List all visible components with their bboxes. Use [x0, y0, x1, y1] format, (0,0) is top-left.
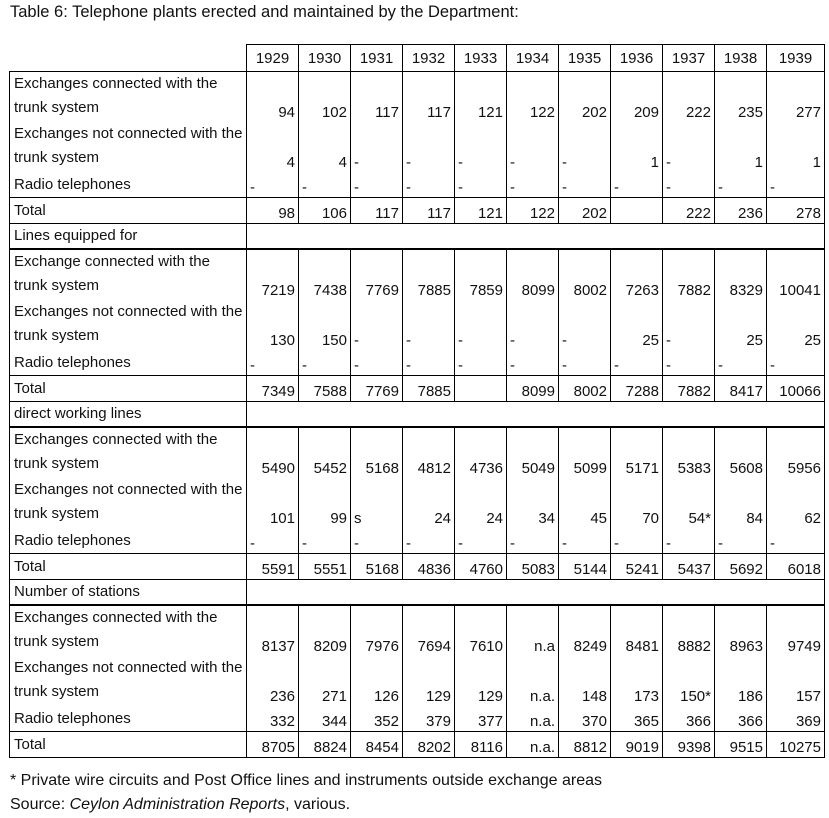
value-cell-1936: 7288: [611, 376, 663, 402]
value-cell-1929: 98: [247, 198, 299, 224]
value-cell-1929: 130: [247, 300, 299, 350]
year-header-1934: 1934: [507, 45, 559, 72]
value-cell-1933: 377: [455, 706, 507, 732]
value-cell-1935: 8002: [559, 376, 611, 402]
value-cell-1935: 148: [559, 656, 611, 706]
section-heading: Lines equipped for: [10, 224, 247, 250]
value-cell-1939: -: [767, 528, 825, 554]
table-row: [10, 605, 825, 656]
value-cell-1939: 10066: [767, 376, 825, 402]
row-label: Radio telephones: [10, 528, 247, 554]
table-source: [10, 796, 350, 814]
value-cell-1933: 4760: [455, 554, 507, 580]
value-cell-1936: 25: [611, 300, 663, 350]
value-cell-1934: 5049: [507, 427, 559, 478]
value-cell-1933: -: [455, 350, 507, 376]
value-cell-1929: 7349: [247, 376, 299, 402]
value-cell-1935: 8812: [559, 732, 611, 758]
value-cell-1932: 4812: [403, 427, 455, 478]
value-cell-1932: 7885: [403, 249, 455, 300]
value-cell-1937: -: [663, 172, 715, 198]
value-cell-1937: 7882: [663, 249, 715, 300]
value-cell-1935: -: [559, 122, 611, 172]
section-heading-row: [10, 224, 825, 250]
row-label: Exchanges connected with the trunk system: [10, 605, 247, 656]
value-cell-1939: 369: [767, 706, 825, 732]
value-cell-1932: 129: [403, 656, 455, 706]
value-cell-1930: 271: [299, 656, 351, 706]
table-row: [10, 122, 825, 172]
value-cell-1929: 5490: [247, 427, 299, 478]
value-cell-1933: 4736: [455, 427, 507, 478]
value-cell-1930: 4: [299, 122, 351, 172]
value-cell-1937: -: [663, 350, 715, 376]
section-heading-fill: [247, 402, 825, 428]
value-cell-1931: -: [351, 172, 403, 198]
value-cell-1932: 24: [403, 478, 455, 528]
table-row: [10, 427, 825, 478]
value-cell-1936: 7263: [611, 249, 663, 300]
row-label: Exchanges not connected with the trunk system: [10, 478, 247, 528]
header-blank-cell: [10, 45, 247, 72]
value-cell-1937: 366: [663, 706, 715, 732]
value-cell-1930: 7588: [299, 376, 351, 402]
value-cell-1935: -: [559, 528, 611, 554]
table-row: [10, 300, 825, 350]
value-cell-1930: 102: [299, 72, 351, 123]
year-header-1930: 1930: [299, 45, 351, 72]
value-cell-1932: 117: [403, 198, 455, 224]
value-cell-1939: 62: [767, 478, 825, 528]
value-cell-1930: 99: [299, 478, 351, 528]
value-cell-1936: 209: [611, 72, 663, 123]
value-cell-1933: 8116: [455, 732, 507, 758]
value-cell-1938: -: [715, 172, 767, 198]
value-cell-1938: 84: [715, 478, 767, 528]
value-cell-1939: 1: [767, 122, 825, 172]
value-cell-1936: 5241: [611, 554, 663, 580]
value-cell-1932: -: [403, 300, 455, 350]
value-cell-1933: -: [455, 122, 507, 172]
year-header-1937: 1937: [663, 45, 715, 72]
value-cell-1930: 8824: [299, 732, 351, 758]
value-cell-1930: 150: [299, 300, 351, 350]
value-cell-1931: 126: [351, 656, 403, 706]
value-cell-1937: 8882: [663, 605, 715, 656]
row-label: Exchange connected with the trunk system: [10, 249, 247, 300]
value-cell-1937: 54*: [663, 478, 715, 528]
value-cell-1931: 8454: [351, 732, 403, 758]
value-cell-1934: -: [507, 528, 559, 554]
value-cell-1936: 5171: [611, 427, 663, 478]
value-cell-1934: n.a.: [507, 706, 559, 732]
value-cell-1931: 5168: [351, 554, 403, 580]
value-cell-1932: -: [403, 528, 455, 554]
value-cell-1935: 5144: [559, 554, 611, 580]
value-cell-1935: 202: [559, 198, 611, 224]
value-cell-1929: -: [247, 172, 299, 198]
value-cell-1934: n.a: [507, 605, 559, 656]
value-cell-1933: 24: [455, 478, 507, 528]
value-cell-1936: 8481: [611, 605, 663, 656]
value-cell-1932: 117: [403, 72, 455, 123]
value-cell-1939: 277: [767, 72, 825, 123]
value-cell-1933: 121: [455, 198, 507, 224]
value-cell-1929: -: [247, 528, 299, 554]
row-label: Total: [10, 554, 247, 580]
value-cell-1937: 7882: [663, 376, 715, 402]
year-header-1936: 1936: [611, 45, 663, 72]
value-cell-1934: -: [507, 350, 559, 376]
value-cell-1929: 332: [247, 706, 299, 732]
value-cell-1936: 1: [611, 122, 663, 172]
value-cell-1935: 8249: [559, 605, 611, 656]
value-cell-1935: 370: [559, 706, 611, 732]
value-cell-1932: 7885: [403, 376, 455, 402]
value-cell-1935: 45: [559, 478, 611, 528]
row-label: Exchanges not connected with the trunk system: [10, 300, 247, 350]
value-cell-1932: -: [403, 350, 455, 376]
value-cell-1937: 5383: [663, 427, 715, 478]
table-row: [10, 376, 825, 402]
value-cell-1931: 7769: [351, 249, 403, 300]
value-cell-1929: -: [247, 350, 299, 376]
value-cell-1938: 9515: [715, 732, 767, 758]
value-cell-1933: 7610: [455, 605, 507, 656]
value-cell-1939: 25: [767, 300, 825, 350]
value-cell-1929: 236: [247, 656, 299, 706]
value-cell-1936: -: [611, 528, 663, 554]
value-cell-1933: -: [455, 528, 507, 554]
table-row: [10, 656, 825, 706]
value-cell-1939: 9749: [767, 605, 825, 656]
value-cell-1935: 202: [559, 72, 611, 123]
value-cell-1935: 8002: [559, 249, 611, 300]
value-cell-1931: -: [351, 350, 403, 376]
value-cell-1938: 1: [715, 122, 767, 172]
value-cell-1931: s: [351, 478, 403, 528]
table-row: [10, 706, 825, 732]
year-header-1933: 1933: [455, 45, 507, 72]
value-cell-1930: -: [299, 172, 351, 198]
value-cell-1932: -: [403, 122, 455, 172]
value-cell-1934: -: [507, 122, 559, 172]
value-cell-1931: 7769: [351, 376, 403, 402]
value-cell-1937: -: [663, 122, 715, 172]
value-cell-1938: 235: [715, 72, 767, 123]
table-row: [10, 478, 825, 528]
source-suffix: , various.: [285, 796, 351, 813]
row-label: Exchanges connected with the trunk system: [10, 72, 247, 123]
value-cell-1939: 157: [767, 656, 825, 706]
value-cell-1936: -: [611, 172, 663, 198]
value-cell-1933: [455, 376, 507, 402]
value-cell-1930: -: [299, 528, 351, 554]
section-heading: Number of stations: [10, 580, 247, 606]
section-heading-fill: [247, 580, 825, 606]
value-cell-1929: 5591: [247, 554, 299, 580]
value-cell-1936: -: [611, 350, 663, 376]
value-cell-1938: 5692: [715, 554, 767, 580]
year-header-1935: 1935: [559, 45, 611, 72]
value-cell-1934: 5083: [507, 554, 559, 580]
value-cell-1938: 8329: [715, 249, 767, 300]
table-row: [10, 554, 825, 580]
row-label: Total: [10, 198, 247, 224]
year-header-1929: 1929: [247, 45, 299, 72]
section-heading-row: [10, 580, 825, 606]
value-cell-1936: 173: [611, 656, 663, 706]
value-cell-1931: 117: [351, 72, 403, 123]
value-cell-1933: 121: [455, 72, 507, 123]
value-cell-1931: 352: [351, 706, 403, 732]
value-cell-1934: -: [507, 172, 559, 198]
value-cell-1930: 344: [299, 706, 351, 732]
table-row: [10, 72, 825, 123]
table-row: [10, 732, 825, 758]
value-cell-1939: 5956: [767, 427, 825, 478]
value-cell-1930: 106: [299, 198, 351, 224]
value-cell-1939: 278: [767, 198, 825, 224]
year-header-row: [10, 45, 825, 72]
year-header-1938: 1938: [715, 45, 767, 72]
table-row: [10, 249, 825, 300]
row-label: Total: [10, 732, 247, 758]
value-cell-1935: -: [559, 300, 611, 350]
value-cell-1938: 236: [715, 198, 767, 224]
value-cell-1933: 7859: [455, 249, 507, 300]
value-cell-1930: 8209: [299, 605, 351, 656]
value-cell-1929: 8705: [247, 732, 299, 758]
value-cell-1934: -: [507, 300, 559, 350]
value-cell-1937: 9398: [663, 732, 715, 758]
value-cell-1930: 5452: [299, 427, 351, 478]
value-cell-1936: 9019: [611, 732, 663, 758]
table-row: [10, 172, 825, 198]
value-cell-1935: 5099: [559, 427, 611, 478]
value-cell-1936: 365: [611, 706, 663, 732]
value-cell-1938: 186: [715, 656, 767, 706]
value-cell-1930: -: [299, 350, 351, 376]
row-label: Radio telephones: [10, 706, 247, 732]
value-cell-1936: 70: [611, 478, 663, 528]
value-cell-1932: 4836: [403, 554, 455, 580]
value-cell-1938: -: [715, 350, 767, 376]
value-cell-1933: -: [455, 172, 507, 198]
table-row: [10, 528, 825, 554]
value-cell-1932: -: [403, 172, 455, 198]
row-label: Exchanges connected with the trunk system: [10, 427, 247, 478]
value-cell-1929: 101: [247, 478, 299, 528]
value-cell-1933: 129: [455, 656, 507, 706]
telephone-plants-table: [9, 44, 825, 758]
value-cell-1930: 7438: [299, 249, 351, 300]
year-header-1939: 1939: [767, 45, 825, 72]
table-row: [10, 198, 825, 224]
value-cell-1931: 5168: [351, 427, 403, 478]
value-cell-1936: [611, 198, 663, 224]
table-footnote: * Private wire circuits and Post Office lines and instruments outside exchange areas: [10, 772, 602, 789]
value-cell-1939: -: [767, 350, 825, 376]
value-cell-1933: -: [455, 300, 507, 350]
value-cell-1929: 7219: [247, 249, 299, 300]
source-title: Ceylon Administration Reports: [69, 796, 286, 813]
value-cell-1938: 8963: [715, 605, 767, 656]
value-cell-1938: 5608: [715, 427, 767, 478]
value-cell-1937: 150*: [663, 656, 715, 706]
section-heading-fill: [247, 224, 825, 250]
value-cell-1931: 117: [351, 198, 403, 224]
value-cell-1934: n.a.: [507, 732, 559, 758]
value-cell-1937: 222: [663, 198, 715, 224]
value-cell-1938: 366: [715, 706, 767, 732]
value-cell-1934: 122: [507, 72, 559, 123]
row-label: Radio telephones: [10, 350, 247, 376]
value-cell-1929: 4: [247, 122, 299, 172]
row-label: Exchanges not connected with the trunk system: [10, 656, 247, 706]
table-row: [10, 350, 825, 376]
value-cell-1931: -: [351, 300, 403, 350]
value-cell-1937: 222: [663, 72, 715, 123]
value-cell-1939: 10275: [767, 732, 825, 758]
value-cell-1934: 8099: [507, 376, 559, 402]
value-cell-1931: -: [351, 122, 403, 172]
value-cell-1931: 7976: [351, 605, 403, 656]
section-heading-row: [10, 402, 825, 428]
value-cell-1934: 122: [507, 198, 559, 224]
value-cell-1939: -: [767, 172, 825, 198]
value-cell-1938: -: [715, 528, 767, 554]
value-cell-1938: 8417: [715, 376, 767, 402]
year-header-1932: 1932: [403, 45, 455, 72]
table-title: Table 6: Telephone plants erected and maintained by the Department:: [10, 3, 519, 21]
source-prefix: Source:: [10, 796, 70, 813]
value-cell-1939: 10041: [767, 249, 825, 300]
value-cell-1932: 8202: [403, 732, 455, 758]
value-cell-1929: 8137: [247, 605, 299, 656]
value-cell-1934: n.a.: [507, 656, 559, 706]
row-label: Exchanges not connected with the trunk system: [10, 122, 247, 172]
value-cell-1929: 94: [247, 72, 299, 123]
value-cell-1937: 5437: [663, 554, 715, 580]
section-heading: direct working lines: [10, 402, 247, 428]
row-label: Radio telephones: [10, 172, 247, 198]
value-cell-1938: 25: [715, 300, 767, 350]
row-label: Total: [10, 376, 247, 402]
value-cell-1930: 5551: [299, 554, 351, 580]
value-cell-1939: 6018: [767, 554, 825, 580]
value-cell-1932: 379: [403, 706, 455, 732]
value-cell-1934: 8099: [507, 249, 559, 300]
value-cell-1934: 34: [507, 478, 559, 528]
year-header-1931: 1931: [351, 45, 403, 72]
value-cell-1935: -: [559, 350, 611, 376]
value-cell-1935: -: [559, 172, 611, 198]
value-cell-1937: -: [663, 300, 715, 350]
value-cell-1932: 7694: [403, 605, 455, 656]
value-cell-1937: -: [663, 528, 715, 554]
value-cell-1931: -: [351, 528, 403, 554]
